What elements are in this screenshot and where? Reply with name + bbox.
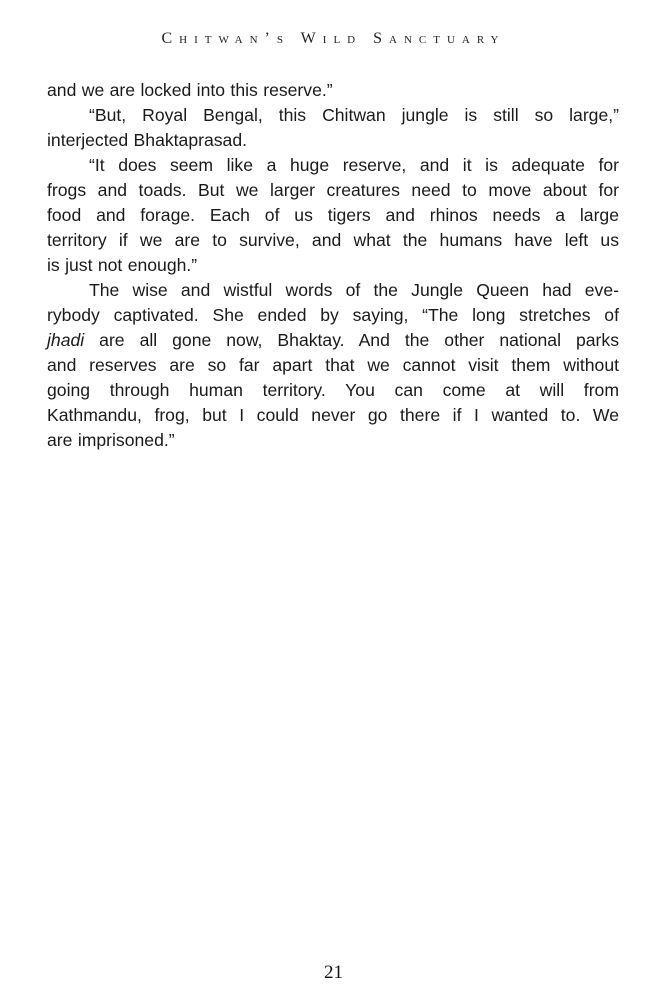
text-line-with-italic: [47, 328, 619, 353]
page-number: 21: [324, 962, 343, 983]
text-line: rybody captivated. She ended by saying, “The long stretches of: [47, 305, 619, 325]
text-line: “It does seem like a huge reserve, and it is adequate for: [89, 155, 619, 175]
text-line: is just not enough.”: [47, 255, 198, 275]
text-line: The wise and wistful words of the Jungle Queen had eve-: [89, 280, 619, 300]
text-line: frogs and toads. But we larger creatures need to move about for: [47, 180, 619, 200]
text-line: interjected Bhaktaprasad.: [47, 130, 248, 150]
text-line: food and forage. Each of us tigers and rhinos needs a large: [47, 205, 619, 225]
text-line: going through human territory. You can come at will from: [47, 380, 619, 400]
text-line: Kathmandu, frog, but I could never go there if I wanted to. We: [47, 405, 619, 425]
text-line: are imprisoned.”: [47, 430, 175, 450]
text-line: and reserves are so far apart that we cannot visit them without: [47, 355, 619, 375]
italic-word: jhadi: [47, 330, 85, 350]
running-header: Chitwan’s Wild Sanctuary: [161, 30, 506, 47]
text-line: territory if we are to survive, and what the humans have left us: [47, 230, 619, 250]
text-line: and we are locked into this reserve.”: [47, 80, 333, 100]
text-line: “But, Royal Bengal, this Chitwan jungle is still so large,”: [89, 105, 619, 125]
text-line-rest: are all gone now, Bhaktay. And the other national parks: [84, 330, 619, 350]
body-text: [47, 78, 619, 453]
